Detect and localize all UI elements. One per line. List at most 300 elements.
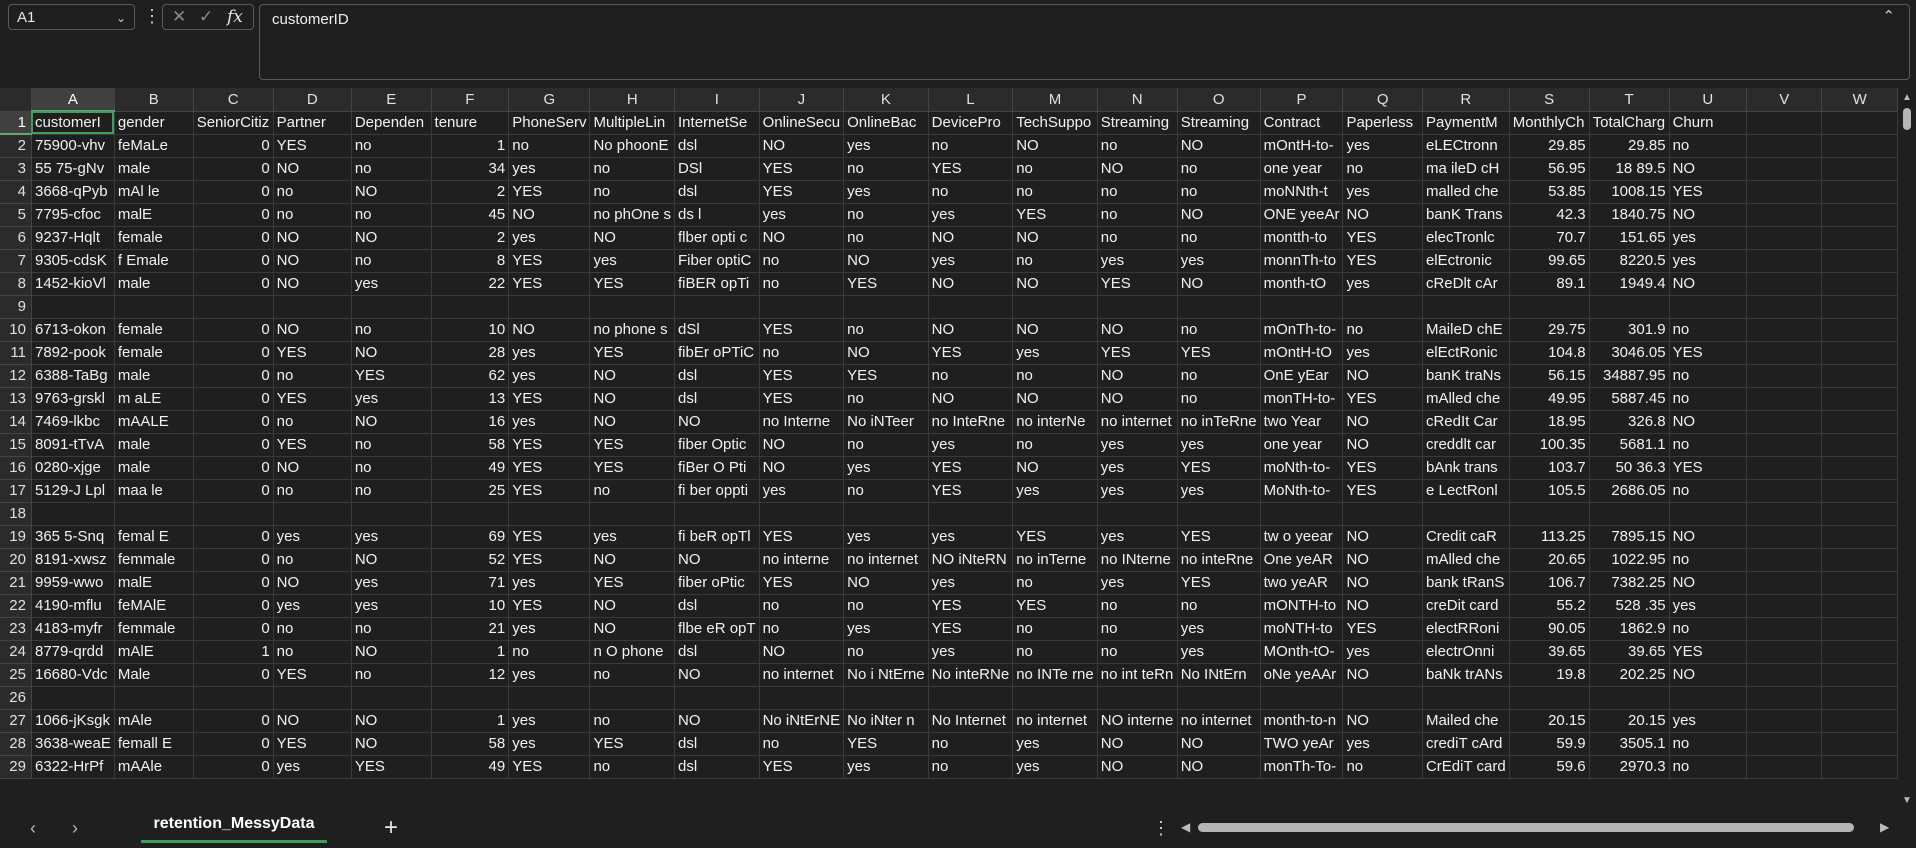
cell-s16[interactable]: 103.7: [1509, 456, 1589, 479]
vertical-scroll-thumb[interactable]: [1903, 108, 1911, 130]
cell-w1[interactable]: [1822, 111, 1898, 134]
cell-g2[interactable]: no: [509, 134, 590, 157]
cell-c20[interactable]: 0: [193, 548, 273, 571]
cell-u1[interactable]: Churn: [1669, 111, 1747, 134]
kebab-icon[interactable]: ⋮: [143, 6, 161, 26]
cell-m10[interactable]: NO: [1013, 318, 1098, 341]
cell-b12[interactable]: male: [114, 364, 193, 387]
cell-o23[interactable]: yes: [1177, 617, 1260, 640]
column-header-g[interactable]: G: [509, 88, 590, 111]
cell-f18[interactable]: [431, 502, 509, 525]
cell-h29[interactable]: no: [590, 755, 675, 778]
cell-h5[interactable]: no phOne s: [590, 203, 675, 226]
cell-o18[interactable]: [1177, 502, 1260, 525]
cell-l9[interactable]: [928, 295, 1013, 318]
cell-c5[interactable]: 0: [193, 203, 273, 226]
cell-g26[interactable]: [509, 686, 590, 709]
cell-e13[interactable]: yes: [351, 387, 431, 410]
cell-r19[interactable]: Credit caR: [1422, 525, 1509, 548]
cell-l19[interactable]: yes: [928, 525, 1013, 548]
cell-t24[interactable]: 39.65: [1589, 640, 1669, 663]
cell-r5[interactable]: banK Trans: [1422, 203, 1509, 226]
cell-h24[interactable]: n O phone: [590, 640, 675, 663]
cell-c21[interactable]: 0: [193, 571, 273, 594]
cell-w26[interactable]: [1822, 686, 1898, 709]
cell-l14[interactable]: no InteRne: [928, 410, 1013, 433]
cell-g15[interactable]: YES: [509, 433, 590, 456]
cell-s7[interactable]: 99.65: [1509, 249, 1589, 272]
cell-p29[interactable]: monTh-To-: [1260, 755, 1343, 778]
cell-i25[interactable]: NO: [675, 663, 760, 686]
cell-f22[interactable]: 10: [431, 594, 509, 617]
cell-m20[interactable]: no inTerne: [1013, 548, 1098, 571]
cell-m2[interactable]: NO: [1013, 134, 1098, 157]
column-header-c[interactable]: C: [193, 88, 273, 111]
cell-m26[interactable]: [1013, 686, 1098, 709]
cell-p5[interactable]: ONE yeeAr: [1260, 203, 1343, 226]
cell-u14[interactable]: NO: [1669, 410, 1747, 433]
cell-i13[interactable]: dsl: [675, 387, 760, 410]
cell-v25[interactable]: [1747, 663, 1822, 686]
cell-w17[interactable]: [1822, 479, 1898, 502]
cell-a25[interactable]: 16680-Vdc: [31, 663, 114, 686]
cell-o11[interactable]: YES: [1177, 341, 1260, 364]
cell-m29[interactable]: yes: [1013, 755, 1098, 778]
cell-j1[interactable]: OnlineSecu: [759, 111, 844, 134]
cell-l10[interactable]: NO: [928, 318, 1013, 341]
cell-s27[interactable]: 20.15: [1509, 709, 1589, 732]
cell-n15[interactable]: yes: [1097, 433, 1177, 456]
cell-r10[interactable]: MaileD chE: [1422, 318, 1509, 341]
cell-b24[interactable]: mAlE: [114, 640, 193, 663]
column-header-p[interactable]: P: [1260, 88, 1343, 111]
cell-b18[interactable]: [114, 502, 193, 525]
cell-m19[interactable]: YES: [1013, 525, 1098, 548]
row-header[interactable]: 23: [0, 617, 31, 640]
cell-e15[interactable]: no: [351, 433, 431, 456]
cell-v9[interactable]: [1747, 295, 1822, 318]
cell-w20[interactable]: [1822, 548, 1898, 571]
cell-c12[interactable]: 0: [193, 364, 273, 387]
cell-s25[interactable]: 19.8: [1509, 663, 1589, 686]
cell-d15[interactable]: YES: [273, 433, 351, 456]
cell-w27[interactable]: [1822, 709, 1898, 732]
cell-n11[interactable]: YES: [1097, 341, 1177, 364]
cell-d9[interactable]: [273, 295, 351, 318]
cell-t11[interactable]: 3046.05: [1589, 341, 1669, 364]
cell-q29[interactable]: no: [1343, 755, 1423, 778]
cell-r3[interactable]: ma ileD cH: [1422, 157, 1509, 180]
cell-p2[interactable]: mOntH-to-: [1260, 134, 1343, 157]
cell-q15[interactable]: NO: [1343, 433, 1423, 456]
cell-w21[interactable]: [1822, 571, 1898, 594]
cell-t21[interactable]: 7382.25: [1589, 571, 1669, 594]
cell-s12[interactable]: 56.15: [1509, 364, 1589, 387]
cell-l17[interactable]: YES: [928, 479, 1013, 502]
cell-w12[interactable]: [1822, 364, 1898, 387]
cell-e28[interactable]: NO: [351, 732, 431, 755]
cell-w28[interactable]: [1822, 732, 1898, 755]
cell-e2[interactable]: no: [351, 134, 431, 157]
cell-l3[interactable]: YES: [928, 157, 1013, 180]
cell-v3[interactable]: [1747, 157, 1822, 180]
cell-a22[interactable]: 4190-mflu: [31, 594, 114, 617]
cell-a14[interactable]: 7469-lkbc: [31, 410, 114, 433]
cell-l25[interactable]: No inteRNe: [928, 663, 1013, 686]
cell-b2[interactable]: feMaLe: [114, 134, 193, 157]
cell-n25[interactable]: no int teRn: [1097, 663, 1177, 686]
cell-s13[interactable]: 49.95: [1509, 387, 1589, 410]
vertical-scrollbar[interactable]: [1898, 88, 1916, 810]
cell-p7[interactable]: monnTh-to: [1260, 249, 1343, 272]
cell-a21[interactable]: 9959-wwo: [31, 571, 114, 594]
cell-s26[interactable]: [1509, 686, 1589, 709]
cell-o5[interactable]: NO: [1177, 203, 1260, 226]
cell-h15[interactable]: YES: [590, 433, 675, 456]
cell-q20[interactable]: NO: [1343, 548, 1423, 571]
column-header-l[interactable]: L: [928, 88, 1013, 111]
cell-g8[interactable]: YES: [509, 272, 590, 295]
cell-e25[interactable]: no: [351, 663, 431, 686]
cell-t18[interactable]: [1589, 502, 1669, 525]
cell-q22[interactable]: NO: [1343, 594, 1423, 617]
row-header[interactable]: 20: [0, 548, 31, 571]
cell-i10[interactable]: dSl: [675, 318, 760, 341]
cell-i17[interactable]: fi ber oppti: [675, 479, 760, 502]
cell-u16[interactable]: YES: [1669, 456, 1747, 479]
cell-f21[interactable]: 71: [431, 571, 509, 594]
cell-c24[interactable]: 1: [193, 640, 273, 663]
cell-j8[interactable]: no: [759, 272, 844, 295]
cell-s15[interactable]: 100.35: [1509, 433, 1589, 456]
cell-c11[interactable]: 0: [193, 341, 273, 364]
cell-i8[interactable]: fiBER opTi: [675, 272, 760, 295]
cell-v23[interactable]: [1747, 617, 1822, 640]
cell-j9[interactable]: [759, 295, 844, 318]
cell-l23[interactable]: YES: [928, 617, 1013, 640]
cell-g13[interactable]: YES: [509, 387, 590, 410]
cell-j26[interactable]: [759, 686, 844, 709]
cell-q19[interactable]: NO: [1343, 525, 1423, 548]
cell-k17[interactable]: no: [844, 479, 929, 502]
cell-q13[interactable]: YES: [1343, 387, 1423, 410]
cell-o4[interactable]: no: [1177, 180, 1260, 203]
cell-a16[interactable]: 0280-xjge: [31, 456, 114, 479]
cell-g22[interactable]: YES: [509, 594, 590, 617]
cell-d18[interactable]: [273, 502, 351, 525]
cell-s11[interactable]: 104.8: [1509, 341, 1589, 364]
cell-h13[interactable]: NO: [590, 387, 675, 410]
cell-c10[interactable]: 0: [193, 318, 273, 341]
cell-u23[interactable]: no: [1669, 617, 1747, 640]
cell-t2[interactable]: 29.85: [1589, 134, 1669, 157]
cell-n18[interactable]: [1097, 502, 1177, 525]
cell-b17[interactable]: maa le: [114, 479, 193, 502]
column-header-t[interactable]: T: [1589, 88, 1669, 111]
cell-r9[interactable]: [1422, 295, 1509, 318]
cell-f27[interactable]: 1: [431, 709, 509, 732]
cell-d4[interactable]: no: [273, 180, 351, 203]
cell-h21[interactable]: YES: [590, 571, 675, 594]
cell-f10[interactable]: 10: [431, 318, 509, 341]
cell-b26[interactable]: [114, 686, 193, 709]
cell-t5[interactable]: 1840.75: [1589, 203, 1669, 226]
cell-u5[interactable]: NO: [1669, 203, 1747, 226]
cell-s8[interactable]: 89.1: [1509, 272, 1589, 295]
cell-p14[interactable]: two Year: [1260, 410, 1343, 433]
cell-f17[interactable]: 25: [431, 479, 509, 502]
row-header[interactable]: 8: [0, 272, 31, 295]
cell-i14[interactable]: NO: [675, 410, 760, 433]
cell-q26[interactable]: [1343, 686, 1423, 709]
cell-v27[interactable]: [1747, 709, 1822, 732]
cell-f23[interactable]: 21: [431, 617, 509, 640]
cell-f4[interactable]: 2: [431, 180, 509, 203]
cell-t20[interactable]: 1022.95: [1589, 548, 1669, 571]
column-header-s[interactable]: S: [1509, 88, 1589, 111]
sheet-tab-active[interactable]: retention_MessyData: [141, 810, 327, 843]
cell-j19[interactable]: YES: [759, 525, 844, 548]
cell-d29[interactable]: yes: [273, 755, 351, 778]
cell-i19[interactable]: fi beR opTl: [675, 525, 760, 548]
cell-d8[interactable]: NO: [273, 272, 351, 295]
cell-o16[interactable]: YES: [1177, 456, 1260, 479]
cell-p8[interactable]: month-tO: [1260, 272, 1343, 295]
cell-p27[interactable]: month-to-n: [1260, 709, 1343, 732]
cell-o19[interactable]: YES: [1177, 525, 1260, 548]
cell-t15[interactable]: 5681.1: [1589, 433, 1669, 456]
cell-j21[interactable]: YES: [759, 571, 844, 594]
cell-v17[interactable]: [1747, 479, 1822, 502]
cell-g1[interactable]: PhoneServ: [509, 111, 590, 134]
cell-c22[interactable]: 0: [193, 594, 273, 617]
cell-a12[interactable]: 6388-TaBg: [31, 364, 114, 387]
cell-l11[interactable]: YES: [928, 341, 1013, 364]
cell-f15[interactable]: 58: [431, 433, 509, 456]
row-header[interactable]: 15: [0, 433, 31, 456]
cell-a28[interactable]: 3638-weaE: [31, 732, 114, 755]
cell-k29[interactable]: yes: [844, 755, 929, 778]
cell-j4[interactable]: YES: [759, 180, 844, 203]
cell-i2[interactable]: dsl: [675, 134, 760, 157]
cell-k25[interactable]: No i NtErne: [844, 663, 929, 686]
cell-d14[interactable]: no: [273, 410, 351, 433]
cell-b3[interactable]: male: [114, 157, 193, 180]
cell-v26[interactable]: [1747, 686, 1822, 709]
cell-o10[interactable]: no: [1177, 318, 1260, 341]
cell-k19[interactable]: yes: [844, 525, 929, 548]
cell-p22[interactable]: mONTH-to: [1260, 594, 1343, 617]
cell-c25[interactable]: 0: [193, 663, 273, 686]
cell-a7[interactable]: 9305-cdsK: [31, 249, 114, 272]
cell-o6[interactable]: no: [1177, 226, 1260, 249]
cell-k7[interactable]: NO: [844, 249, 929, 272]
row-header[interactable]: 29: [0, 755, 31, 778]
cell-u18[interactable]: [1669, 502, 1747, 525]
row-header[interactable]: 27: [0, 709, 31, 732]
cell-m18[interactable]: [1013, 502, 1098, 525]
cell-p13[interactable]: monTH-to-: [1260, 387, 1343, 410]
cell-g6[interactable]: yes: [509, 226, 590, 249]
cell-e8[interactable]: yes: [351, 272, 431, 295]
cell-o28[interactable]: NO: [1177, 732, 1260, 755]
cell-b11[interactable]: female: [114, 341, 193, 364]
cell-m4[interactable]: no: [1013, 180, 1098, 203]
cell-c2[interactable]: 0: [193, 134, 273, 157]
cell-l24[interactable]: yes: [928, 640, 1013, 663]
cell-d22[interactable]: yes: [273, 594, 351, 617]
cell-f3[interactable]: 34: [431, 157, 509, 180]
cell-c7[interactable]: 0: [193, 249, 273, 272]
cell-v11[interactable]: [1747, 341, 1822, 364]
cell-u10[interactable]: no: [1669, 318, 1747, 341]
cell-u20[interactable]: no: [1669, 548, 1747, 571]
cell-m22[interactable]: YES: [1013, 594, 1098, 617]
cell-g5[interactable]: NO: [509, 203, 590, 226]
cell-e21[interactable]: yes: [351, 571, 431, 594]
cell-b25[interactable]: Male: [114, 663, 193, 686]
cell-j22[interactable]: no: [759, 594, 844, 617]
cell-k5[interactable]: no: [844, 203, 929, 226]
cell-v6[interactable]: [1747, 226, 1822, 249]
cell-j12[interactable]: YES: [759, 364, 844, 387]
cell-q17[interactable]: YES: [1343, 479, 1423, 502]
cell-k11[interactable]: NO: [844, 341, 929, 364]
cell-b14[interactable]: mAALE: [114, 410, 193, 433]
cell-e26[interactable]: [351, 686, 431, 709]
cell-g25[interactable]: yes: [509, 663, 590, 686]
cell-m23[interactable]: no: [1013, 617, 1098, 640]
row-header[interactable]: 4: [0, 180, 31, 203]
cell-p15[interactable]: one year: [1260, 433, 1343, 456]
cell-e6[interactable]: NO: [351, 226, 431, 249]
cell-o13[interactable]: no: [1177, 387, 1260, 410]
cell-m28[interactable]: yes: [1013, 732, 1098, 755]
cell-f14[interactable]: 16: [431, 410, 509, 433]
cell-h23[interactable]: NO: [590, 617, 675, 640]
cell-i6[interactable]: flber opti c: [675, 226, 760, 249]
cell-r15[interactable]: creddlt car: [1422, 433, 1509, 456]
cell-c27[interactable]: 0: [193, 709, 273, 732]
cell-m27[interactable]: no internet: [1013, 709, 1098, 732]
cell-h16[interactable]: YES: [590, 456, 675, 479]
cell-p26[interactable]: [1260, 686, 1343, 709]
cell-c18[interactable]: [193, 502, 273, 525]
column-header-a[interactable]: A: [31, 88, 114, 111]
cell-c19[interactable]: 0: [193, 525, 273, 548]
cell-d7[interactable]: NO: [273, 249, 351, 272]
cell-m3[interactable]: no: [1013, 157, 1098, 180]
cell-g27[interactable]: yes: [509, 709, 590, 732]
cell-d27[interactable]: NO: [273, 709, 351, 732]
cell-o26[interactable]: [1177, 686, 1260, 709]
cell-h22[interactable]: NO: [590, 594, 675, 617]
cell-h6[interactable]: NO: [590, 226, 675, 249]
cell-r1[interactable]: PaymentM: [1422, 111, 1509, 134]
cell-b6[interactable]: female: [114, 226, 193, 249]
cell-c26[interactable]: [193, 686, 273, 709]
scroll-left-icon[interactable]: ◀: [1181, 820, 1191, 834]
cell-n10[interactable]: NO: [1097, 318, 1177, 341]
cell-v4[interactable]: [1747, 180, 1822, 203]
cell-d12[interactable]: no: [273, 364, 351, 387]
cell-h1[interactable]: MultipleLin: [590, 111, 675, 134]
cell-h10[interactable]: no phone s: [590, 318, 675, 341]
cell-m8[interactable]: NO: [1013, 272, 1098, 295]
cell-g19[interactable]: YES: [509, 525, 590, 548]
cell-v20[interactable]: [1747, 548, 1822, 571]
cell-k3[interactable]: no: [844, 157, 929, 180]
cell-q3[interactable]: no: [1343, 157, 1423, 180]
cell-a13[interactable]: 9763-grskl: [31, 387, 114, 410]
cell-q16[interactable]: YES: [1343, 456, 1423, 479]
cell-b4[interactable]: mAl le: [114, 180, 193, 203]
cell-t26[interactable]: [1589, 686, 1669, 709]
cell-n19[interactable]: yes: [1097, 525, 1177, 548]
cell-r26[interactable]: [1422, 686, 1509, 709]
cell-m12[interactable]: no: [1013, 364, 1098, 387]
cell-f29[interactable]: 49: [431, 755, 509, 778]
cell-t3[interactable]: 18 89.5: [1589, 157, 1669, 180]
column-header-o[interactable]: O: [1177, 88, 1260, 111]
cell-j28[interactable]: no: [759, 732, 844, 755]
cell-h17[interactable]: no: [590, 479, 675, 502]
cell-g20[interactable]: YES: [509, 548, 590, 571]
cell-v13[interactable]: [1747, 387, 1822, 410]
cell-e19[interactable]: yes: [351, 525, 431, 548]
cell-t7[interactable]: 8220.5: [1589, 249, 1669, 272]
cell-v16[interactable]: [1747, 456, 1822, 479]
cell-b20[interactable]: femmale: [114, 548, 193, 571]
cell-q2[interactable]: yes: [1343, 134, 1423, 157]
cell-d19[interactable]: yes: [273, 525, 351, 548]
row-header[interactable]: 21: [0, 571, 31, 594]
cell-o12[interactable]: no: [1177, 364, 1260, 387]
cancel-icon[interactable]: ✕: [172, 7, 187, 26]
cell-t23[interactable]: 1862.9: [1589, 617, 1669, 640]
column-header-d[interactable]: D: [273, 88, 351, 111]
cell-n4[interactable]: no: [1097, 180, 1177, 203]
cell-j17[interactable]: yes: [759, 479, 844, 502]
cell-j24[interactable]: NO: [759, 640, 844, 663]
cell-n22[interactable]: no: [1097, 594, 1177, 617]
cell-r21[interactable]: bank tRanS: [1422, 571, 1509, 594]
cell-f9[interactable]: [431, 295, 509, 318]
cell-v21[interactable]: [1747, 571, 1822, 594]
cell-c14[interactable]: 0: [193, 410, 273, 433]
cell-u13[interactable]: no: [1669, 387, 1747, 410]
cell-v12[interactable]: [1747, 364, 1822, 387]
cell-p24[interactable]: MOnth-tO-: [1260, 640, 1343, 663]
cell-i11[interactable]: fibEr oPTiC: [675, 341, 760, 364]
cell-l16[interactable]: YES: [928, 456, 1013, 479]
cell-f20[interactable]: 52: [431, 548, 509, 571]
cell-i12[interactable]: dsl: [675, 364, 760, 387]
cell-w13[interactable]: [1822, 387, 1898, 410]
cell-j25[interactable]: no internet: [759, 663, 844, 686]
cell-t28[interactable]: 3505.1: [1589, 732, 1669, 755]
cell-g11[interactable]: yes: [509, 341, 590, 364]
cell-f24[interactable]: 1: [431, 640, 509, 663]
cell-j5[interactable]: yes: [759, 203, 844, 226]
cell-u28[interactable]: no: [1669, 732, 1747, 755]
cell-p9[interactable]: [1260, 295, 1343, 318]
cell-j2[interactable]: NO: [759, 134, 844, 157]
cell-t10[interactable]: 301.9: [1589, 318, 1669, 341]
column-header-w[interactable]: W: [1822, 88, 1898, 111]
row-header[interactable]: 26: [0, 686, 31, 709]
cell-o15[interactable]: yes: [1177, 433, 1260, 456]
